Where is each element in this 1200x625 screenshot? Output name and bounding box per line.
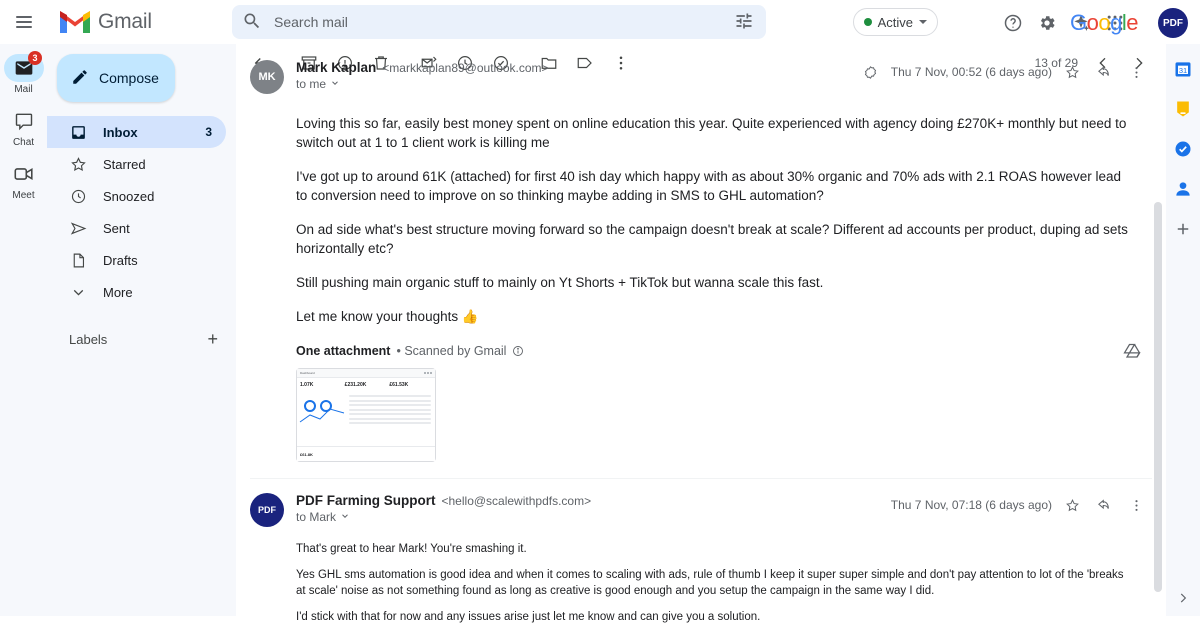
avatar-initials: MK xyxy=(258,71,276,83)
app-header xyxy=(0,0,1200,44)
attachment-thumbnail[interactable] xyxy=(296,368,436,462)
more-vertical-icon[interactable] xyxy=(1124,493,1148,517)
thumb-divider xyxy=(297,446,435,447)
thumb-kpi xyxy=(300,382,343,388)
message-1-header xyxy=(250,60,1148,94)
message-2 xyxy=(236,493,1166,625)
status-badge[interactable] xyxy=(853,8,938,36)
message-2-body xyxy=(250,527,1148,625)
thumb-dots-icon xyxy=(424,372,432,374)
message-2-header xyxy=(250,493,1148,527)
sender-email: <markkaplan89@outlook.com> xyxy=(382,61,549,75)
thumb-kpi-value: 1.07K xyxy=(300,382,314,388)
chevron-down-icon xyxy=(919,20,927,24)
video-camera-icon xyxy=(4,160,44,188)
mail-unread-badge: 3 xyxy=(28,51,42,65)
thumb-kpi xyxy=(345,382,388,388)
sender-email: <hello@scalewithpdfs.com> xyxy=(441,494,592,508)
search-bar[interactable] xyxy=(232,5,766,39)
recipient-line[interactable] xyxy=(296,77,847,91)
brand-title: Gmail xyxy=(98,10,152,33)
search-icon xyxy=(242,11,264,33)
avatar[interactable] xyxy=(250,60,284,94)
reply-icon[interactable] xyxy=(1092,60,1116,84)
send-icon xyxy=(69,219,87,237)
thumb-kpis xyxy=(297,378,435,388)
google-letter-o2: o xyxy=(1098,10,1111,35)
gear-icon[interactable] xyxy=(1032,8,1062,38)
rail-item-mail[interactable] xyxy=(0,54,47,95)
gmail-logo-icon xyxy=(58,9,92,35)
chat-icon xyxy=(4,107,44,135)
sidebar-label-inbox: Inbox xyxy=(103,124,138,140)
scrollbar-track[interactable] xyxy=(1156,162,1164,592)
thumb-kpi xyxy=(389,382,432,388)
message-paragraph: That's great to hear Mark! You're smashing it. xyxy=(296,543,527,555)
message-1-meta xyxy=(859,60,1148,84)
sidebar-item-drafts[interactable] xyxy=(47,244,226,276)
sidebar xyxy=(47,44,236,616)
attachment-scanned-label: • Scanned by Gmail xyxy=(396,344,507,358)
sidebar-item-sent[interactable] xyxy=(47,212,226,244)
inbox-icon xyxy=(69,123,87,141)
google-letter-g2: g xyxy=(1110,10,1122,35)
sidebar-item-inbox[interactable] xyxy=(47,116,226,148)
message-2-sender-line xyxy=(296,493,879,508)
sidebar-item-snoozed[interactable] xyxy=(47,180,226,212)
hamburger-icon[interactable] xyxy=(4,2,44,42)
google-letter-l: l xyxy=(1121,10,1127,35)
add-to-drive-icon[interactable] xyxy=(1122,342,1146,366)
rail-label-mail: Mail xyxy=(14,84,33,95)
message-paragraph: Yes GHL sms automation is good idea and when it comes to scaling with ads, rule of thumb I keep it super super simple and don't pay attention to lot of the 'breaks at scale' noise as not something found as long as creative is good enough and you setup the campaign in the same way I did. xyxy=(296,569,1124,597)
chevron-down-icon xyxy=(340,510,350,524)
avatar-initials: PDF xyxy=(258,505,276,515)
side-panel-rail xyxy=(1166,44,1200,616)
compose-button[interactable] xyxy=(57,54,175,102)
gmail-brand[interactable] xyxy=(58,9,152,35)
sender-name: PDF Farming Support xyxy=(296,493,436,508)
keep-icon[interactable] xyxy=(1172,98,1194,120)
thumb-kpi-value: £231.20K xyxy=(344,382,367,388)
clock-icon xyxy=(69,187,87,205)
sidebar-label-drafts: Drafts xyxy=(103,252,138,268)
sidebar-label-more: More xyxy=(103,284,133,300)
message-1-body xyxy=(250,94,1148,462)
message-1 xyxy=(236,60,1166,462)
star-outline-icon[interactable] xyxy=(1060,60,1084,84)
info-icon[interactable] xyxy=(512,345,524,357)
verified-badge-icon xyxy=(859,60,883,84)
google-letter-e: e xyxy=(1126,10,1138,35)
star-icon xyxy=(69,155,87,173)
avatar[interactable] xyxy=(250,493,284,527)
sidebar-label-starred: Starred xyxy=(103,156,146,172)
recipient-line[interactable] xyxy=(296,510,879,524)
thumb-footer-value: £61.8K xyxy=(300,452,313,457)
message-paragraph: Still pushing main organic stuff to mainly on Yt Shorts + TikTok but wanna scale this fast. xyxy=(296,275,824,290)
avatar[interactable] xyxy=(1158,8,1188,38)
attachment-preview xyxy=(297,369,435,461)
sidebar-item-more[interactable] xyxy=(47,276,226,308)
thumb-kpi-value: £61.53K xyxy=(389,382,409,388)
search-input[interactable] xyxy=(272,13,734,31)
message-paragraph: I'd stick with that for now and any issues arise just let me know and can give you a solution. xyxy=(296,611,761,623)
avatar-initials: PDF xyxy=(1163,17,1183,29)
google-letter-o1: o xyxy=(1086,10,1099,35)
tasks-icon[interactable] xyxy=(1172,138,1194,160)
message-1-sender-line xyxy=(296,60,847,75)
message-pane xyxy=(236,44,1166,623)
message-divider xyxy=(250,478,1152,479)
attachment-title: One attachment xyxy=(296,344,391,358)
tune-icon[interactable] xyxy=(734,11,756,33)
recipient-label: to me xyxy=(296,77,327,91)
rail-label-chat: Chat xyxy=(12,137,35,148)
chevron-right-icon[interactable] xyxy=(1176,591,1190,608)
app-rail xyxy=(0,44,47,616)
thumb-rows xyxy=(349,395,431,427)
thumb-toolbar xyxy=(297,369,435,378)
message-date: Thu 7 Nov, 07:18 (6 days ago) xyxy=(890,498,1052,512)
message-2-meta xyxy=(891,493,1148,517)
chevron-down-icon xyxy=(330,77,340,91)
rail-label-meet: Meet xyxy=(12,190,35,201)
star-outline-icon[interactable] xyxy=(1060,493,1084,517)
sender-name: Mark Kaplan xyxy=(296,60,377,75)
compose-label: Compose xyxy=(99,70,159,86)
rail-item-chat[interactable] xyxy=(0,107,47,148)
message-paragraph: On ad side what's best structure moving forward so the campaign doesn't break at scale? Different ad accounts per product, duping ad sets horizontally etc? xyxy=(296,222,1128,256)
labels-title: Labels xyxy=(69,331,108,347)
attachment-header xyxy=(296,344,1128,358)
pencil-icon xyxy=(71,68,89,89)
thumb-title: Dashboard xyxy=(300,371,315,375)
calendar-icon[interactable] xyxy=(1172,58,1194,80)
draft-icon xyxy=(69,251,87,269)
google-letter-g1: G xyxy=(1069,10,1087,35)
sidebar-label-sent: Sent xyxy=(103,220,130,236)
sidebar-item-starred[interactable] xyxy=(47,148,226,180)
message-paragraph: Loving this so far, easily best money spent on online education this year. Quite experienced with agency doing £270K+ monthly but need to switch out at 1 to 1 client work is killing me xyxy=(296,116,1127,150)
chevron-down-icon xyxy=(69,283,87,301)
status-dot-icon xyxy=(864,18,872,26)
rail-item-meet[interactable] xyxy=(0,160,47,201)
message-paragraph: Let me know your thoughts 👍 xyxy=(296,309,479,324)
message-paragraph: I've got up to around 61K (attached) for first 40 ish day which happy with as about 30% organic and 70% ads with 2.1 ROAS however lead to conversion need to improve on so thinking maybe adding in SMS to GHL automation? xyxy=(296,169,1122,203)
thumb-chart-icon xyxy=(300,397,344,425)
contacts-icon[interactable] xyxy=(1172,178,1194,200)
help-icon[interactable] xyxy=(998,8,1028,38)
add-apps-icon[interactable] xyxy=(1172,218,1194,240)
more-vertical-icon[interactable] xyxy=(1124,60,1148,84)
sidebar-label-snoozed: Snoozed xyxy=(103,188,155,204)
recipient-label: to Mark xyxy=(296,510,337,524)
scrollbar-thumb[interactable] xyxy=(1154,202,1162,592)
status-label: Active xyxy=(877,14,913,30)
message-date: Thu 7 Nov, 00:52 (6 days ago) xyxy=(890,65,1052,79)
reply-icon[interactable] xyxy=(1092,493,1116,517)
inbox-count: 3 xyxy=(205,125,212,139)
svg-text:31: 31 xyxy=(1178,66,1188,76)
google-logo xyxy=(1070,10,1138,36)
plus-icon[interactable]: + xyxy=(207,328,218,349)
pagination-label: 13 of 29 xyxy=(1034,56,1078,70)
labels-section-header xyxy=(47,322,236,356)
